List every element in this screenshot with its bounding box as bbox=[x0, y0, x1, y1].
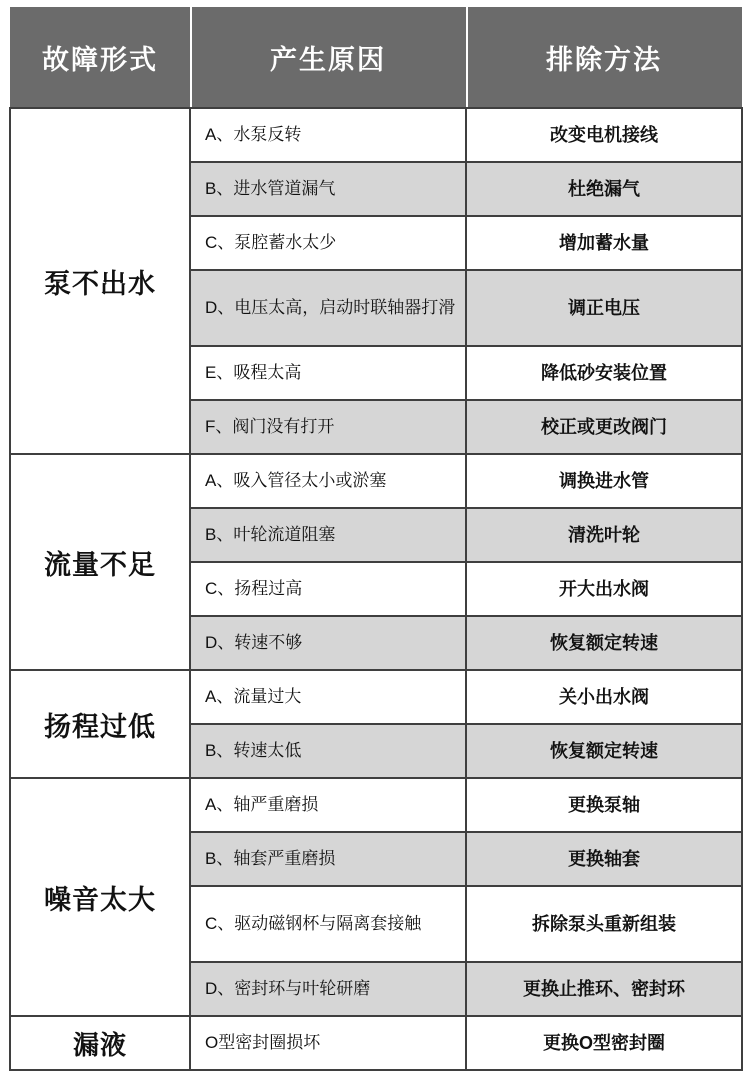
header-fault-type: 故障形式 bbox=[10, 7, 190, 108]
fault-category-cell: 漏液 bbox=[10, 1016, 190, 1070]
cause-cell: B、转速太低 bbox=[190, 724, 466, 778]
solution-cell: 杜绝漏气 bbox=[466, 162, 742, 216]
table-row bbox=[10, 670, 742, 724]
cause-cell: D、电压太高，启动时联轴器打滑 bbox=[190, 270, 466, 346]
cause-cell: D、密封环与叶轮研磨 bbox=[190, 962, 466, 1016]
cause-cell: F、阀门没有打开 bbox=[190, 400, 466, 454]
header-solution: 排除方法 bbox=[466, 7, 742, 108]
cause-cell: C、扬程过高 bbox=[190, 562, 466, 616]
cause-cell: D、转速不够 bbox=[190, 616, 466, 670]
header-cause: 产生原因 bbox=[190, 7, 466, 108]
solution-cell: 关小出水阀 bbox=[466, 670, 742, 724]
solution-cell: 更换O型密封圈 bbox=[466, 1016, 742, 1070]
solution-cell: 更换泵轴 bbox=[466, 778, 742, 832]
cause-cell: A、流量过大 bbox=[190, 670, 466, 724]
table-row bbox=[10, 1016, 742, 1070]
cause-cell: B、轴套严重磨损 bbox=[190, 832, 466, 886]
cause-cell: C、泵腔蓄水太少 bbox=[190, 216, 466, 270]
solution-cell: 开大出水阀 bbox=[466, 562, 742, 616]
solution-cell: 降低砂安装位置 bbox=[466, 346, 742, 400]
solution-cell: 调正电压 bbox=[466, 270, 742, 346]
solution-cell: 恢复额定转速 bbox=[466, 616, 742, 670]
fault-category-cell: 扬程过低 bbox=[10, 670, 190, 778]
table-row bbox=[10, 778, 742, 832]
cause-cell: C、驱动磁钢杯与隔离套接触 bbox=[190, 886, 466, 962]
fault-diagnosis-table bbox=[9, 7, 743, 1071]
cause-cell: B、叶轮流道阻塞 bbox=[190, 508, 466, 562]
solution-cell: 校正或更改阀门 bbox=[466, 400, 742, 454]
solution-cell: 拆除泵头重新组装 bbox=[466, 886, 742, 962]
cause-cell: O型密封圈损坏 bbox=[190, 1016, 466, 1070]
fault-category-cell: 噪音太大 bbox=[10, 778, 190, 1016]
table-row bbox=[10, 108, 742, 162]
solution-cell: 改变电机接线 bbox=[466, 108, 742, 162]
cause-cell: A、轴严重磨损 bbox=[190, 778, 466, 832]
solution-cell: 清洗叶轮 bbox=[466, 508, 742, 562]
solution-cell: 增加蓄水量 bbox=[466, 216, 742, 270]
solution-cell: 更换止推环、密封环 bbox=[466, 962, 742, 1016]
table-row bbox=[10, 454, 742, 508]
fault-category-cell: 流量不足 bbox=[10, 454, 190, 670]
solution-cell: 恢复额定转速 bbox=[466, 724, 742, 778]
solution-cell: 更换轴套 bbox=[466, 832, 742, 886]
cause-cell: A、水泵反转 bbox=[190, 108, 466, 162]
table-body bbox=[10, 108, 742, 1070]
solution-cell: 调换进水管 bbox=[466, 454, 742, 508]
table-header bbox=[10, 7, 742, 108]
cause-cell: A、吸入管径太小或淤塞 bbox=[190, 454, 466, 508]
cause-cell: E、吸程太高 bbox=[190, 346, 466, 400]
fault-category-cell: 泵不出水 bbox=[10, 108, 190, 454]
table-header-row bbox=[10, 7, 742, 108]
cause-cell: B、进水管道漏气 bbox=[190, 162, 466, 216]
